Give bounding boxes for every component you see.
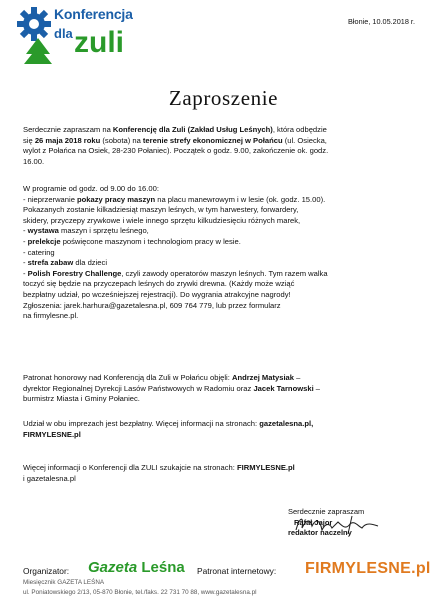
intro-line-3: wylot z Połańca na Osiek, 28-230 Połaniec). Początek o godz. 9.00, zakończenie ok. godz.: [23, 146, 329, 156]
free-entry-line: Udział w obu imprezach jest bezpłatny. Więcej informacji na stronach: gazetalesna.pl,: [23, 419, 314, 428]
program-item-lectures: - prelekcje poświęcone maszynom i technologiom pracy w lesie.: [23, 236, 241, 246]
program-paragraph: [23, 184, 429, 322]
intro-paragraph: [23, 125, 429, 167]
program-text: skidery, przyczepy zrywkowe i wiele innego sprzętu kilkudziesięciu różnych marek,: [23, 215, 301, 225]
internet-patron-label: Patronat internetowy:: [197, 566, 277, 576]
patronage-line: Patronat honorowy nad Konferencją dla Zuli w Połańcu objęli: Andrzej Matysiak –: [23, 373, 301, 382]
intro-line-2: się 26 maja 2018 roku (sobota) na terenie strefy ekonomicznej w Połańcu (ul. Osiecka,: [23, 135, 327, 145]
program-item-exhibition: - wystawa maszyn i sprzętu leśnego,: [23, 226, 149, 236]
free-entry-paragraph: [23, 419, 429, 440]
registration-line: Zgłoszenia: jarek.harhura@gazetalesna.pl, 609 764 779, lub przez formularz: [23, 300, 281, 310]
more-info-paragraph: [23, 463, 429, 484]
program-item-catering: - catering: [23, 247, 55, 257]
more-info-line: Więcej informacji o Konferencji dla ZULI szukajcie na stronach: FIRMYLESNE.pl: [23, 463, 295, 472]
intro-line-4: 16.00.: [23, 156, 45, 166]
signer-name: Rafał Jajor: [294, 517, 333, 527]
gear-icon: [16, 6, 52, 42]
intro-line-1: Serdecznie zapraszam na Konferencję dla Zuli (Zakład Usług Leśnych), która odbędzie: [23, 125, 327, 134]
signature-block: [288, 507, 408, 539]
publisher-name: Miesięcznik GAZETA LEŚNA: [23, 579, 105, 586]
letter-date: Błonie, 10.05.2018 r.: [348, 17, 415, 26]
logo-line-2: dla: [54, 26, 73, 41]
firmylesne-logo: FIRMYLESNE.pl: [305, 560, 431, 577]
registration-line: na firmylesne.pl.: [23, 311, 79, 321]
konferencja-logo: [16, 4, 166, 66]
closing-phrase: Serdecznie zapraszam: [288, 507, 365, 516]
program-text: bezpłatny udział, po wcześniejszej rejestracji). Do wygrania atrakcyjne nagrody!: [23, 289, 291, 299]
letter-title: Zaproszenie: [168, 86, 279, 110]
signer-role: redaktor naczelny: [288, 528, 352, 538]
patronage-line: dyrektor Regionalnej Dyrekcji Lasów Państwowych w Radomiu oraz Jacek Tarnowski –: [23, 383, 321, 393]
program-item-kids-zone: - strefa zabaw dla dzieci: [23, 258, 108, 268]
program-item-challenge: - Polish Forestry Challenge, czyli zawody operatorów maszyn leśnych. Tym razem walka: [23, 268, 328, 278]
publisher-address: ul. Poniatowskiego 2/13, 05-870 Błonie, tel./faks. 22 731 70 88, www.gazetalesna.pl: [23, 589, 257, 596]
patronage-paragraph: [23, 373, 429, 405]
tree-icon: [16, 38, 52, 64]
more-info-line: i gazetalesna.pl: [23, 473, 76, 483]
gazeta-lesna-logo: Gazeta Leśna: [88, 559, 185, 576]
free-entry-link: FIRMYLESNE.pl: [23, 429, 81, 439]
patronage-line: burmistrz Miasta i Gminy Połaniec.: [23, 394, 140, 404]
organizer-label: Organizator:: [23, 566, 70, 576]
program-heading: W programie od godz. od 9.00 do 16.00:: [23, 184, 159, 193]
program-text: Pokazanych zostanie kilkadziesiąt maszyn leśnych, w tym harwestery, forwardery,: [23, 205, 299, 215]
program-text: toczyć się będzie na przyczepach leśnych do zrywki drewna. (Każdy może wziąć: [23, 279, 295, 289]
logo-line-3: zuli: [74, 26, 124, 59]
logo-line-1: Konferencja: [54, 6, 133, 22]
program-item-shows: - nieprzerwanie pokazy pracy maszyn na placu manewrowym i w lesie (ok. godz. 15.00).: [23, 194, 326, 204]
